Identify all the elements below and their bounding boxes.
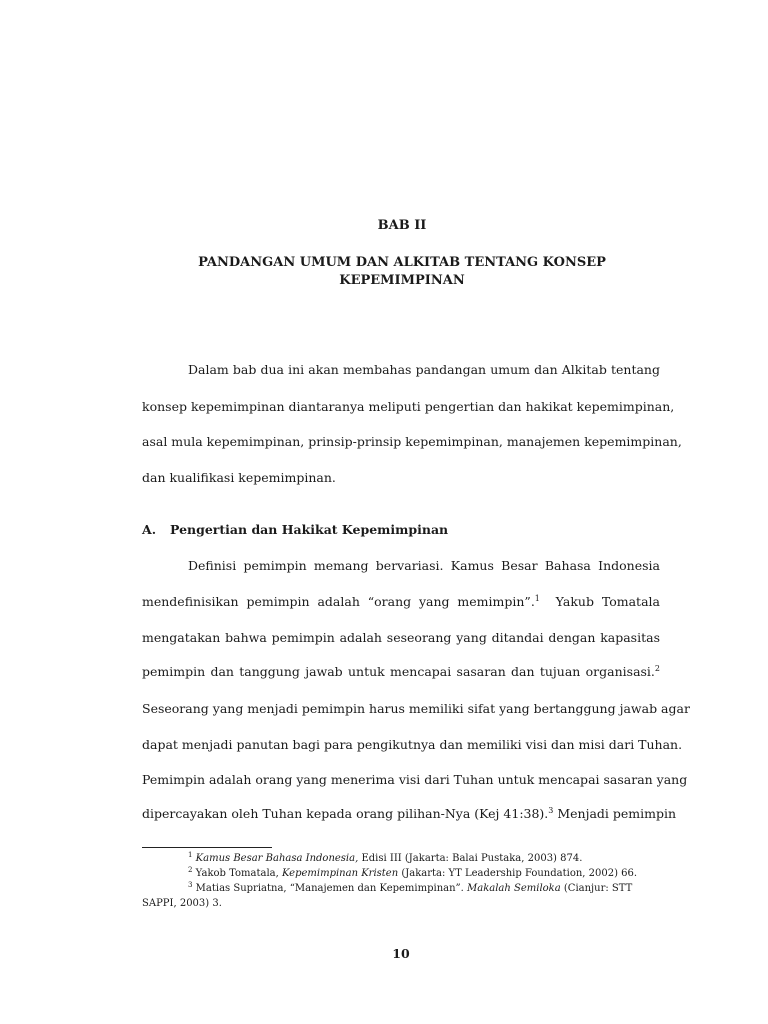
footnote-ref: 3 (548, 806, 554, 815)
body-line: Seseorang yang menjadi pemimpin harus memiliki sifat yang bertanggung jawab agar (142, 701, 690, 716)
body-line: dapat menjadi panutan bagi para pengikutnya dan memiliki visi dan misi dari Tuhan. (142, 737, 683, 752)
chapter-title-line: KEPEMIMPINAN (339, 273, 465, 288)
chapter-heading: BAB II (377, 218, 427, 233)
footnote-3-continuation: SAPPI, 2003) 3. (142, 898, 222, 909)
intro-line: dan kualifikasi kepemimpinan. (142, 470, 336, 485)
footnote-ref: 1 (534, 594, 540, 603)
body-line: Definisi pemimpin memang bervariasi. Kamus Besar Bahasa Indonesia (188, 558, 660, 573)
intro-line: konsep kepemimpinan diantaranya meliputi pengertian dan hakikat kepemimpinan, (142, 399, 675, 414)
body-line: mengatakan bahwa pemimpin adalah seseorang yang ditandai dengan kapasitas (142, 630, 660, 645)
chapter-title-line: PANDANGAN UMUM DAN ALKITAB TENTANG KONSEP (198, 255, 606, 270)
footnote-divider (142, 847, 272, 848)
footnote-3: $^3$ Matias Supriatna, “Manajemen dan Kepemimpinan”. Makalah Semiloka (Cianjur: STT (188, 881, 633, 894)
intro-line: Dalam bab dua ini akan membahas pandangan umum dan Alkitab tentang (188, 362, 660, 377)
section-heading (142, 522, 448, 537)
page-number: 10 (392, 946, 410, 961)
section-title: Pengertian dan Hakikat Kepemimpinan (170, 522, 449, 537)
footnote-1: $^1$ Kamus Besar Bahasa Indonesia, Edisi III (Jakarta: Balai Pustaka, 2003) 874. (188, 851, 583, 864)
chapter-title (142, 254, 662, 290)
body-line: pemimpin dan tanggung jawab untuk mencapai sasaran dan tujuan organisasi.$^2$ (142, 664, 660, 679)
section-label: A. (142, 522, 157, 537)
footnote-2: $^2$ Yakob Tomatala, Kepemimpinan Kristen (Jakarta: YT Leadership Foundation, 2002) 66. (188, 866, 638, 879)
body-line: dipercayakan oleh Tuhan kepada orang pilihan-Nya (Kej 41:38).$^3$ Menjadi pemimpin (142, 806, 677, 821)
footnote-ref: 2 (654, 664, 660, 673)
body-line: mendefinisikan pemimpin adalah “orang yang memimpin”.$^1$ Yakub Tomatala (142, 594, 660, 609)
body-line: Pemimpin adalah orang yang menerima visi dari Tuhan untuk mencapai sasaran yang (142, 772, 688, 787)
intro-line: asal mula kepemimpinan, prinsip-prinsip kepemimpinan, manajemen kepemimpinan, (142, 434, 682, 449)
